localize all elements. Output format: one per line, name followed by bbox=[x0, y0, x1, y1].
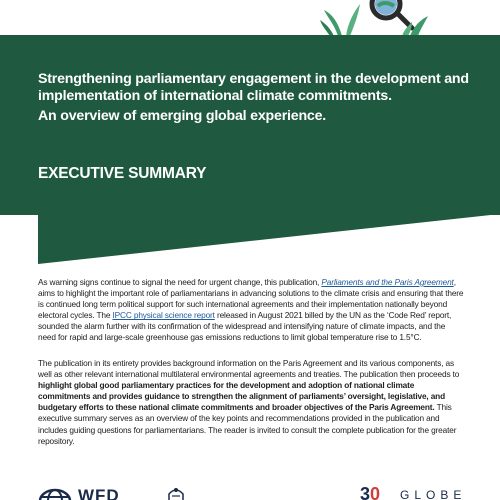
header-banner bbox=[0, 35, 500, 215]
banner-tail bbox=[38, 214, 500, 264]
paragraph-text: , aims to highlight the important role of parliamentarians in advancing solutions to the climate crisis and ensuring that there is continued long term political support for such international agreements and their implementation nationally beyond electoral cycles. The bbox=[38, 277, 464, 321]
wfd-logo-text: WFD bbox=[78, 486, 120, 500]
globe-logo-text: GLOBE bbox=[400, 488, 467, 500]
paragraph-text: The publication in its entirety provides background information on the Paris Agreement and its various components, as well as other relevant international multilateral environmental agreements and treaties. The publication then proceeds to bbox=[38, 358, 460, 380]
document-title: Strengthening parliamentary engagement in the development and implementation of international climate commitments. bbox=[38, 71, 469, 104]
document-subtitle: An overview of emerging global experience. bbox=[38, 108, 327, 124]
royal-crest-icon bbox=[165, 486, 187, 500]
anniversary-digit-0: 0 bbox=[370, 484, 381, 500]
paragraph-intro bbox=[38, 277, 464, 344]
paragraph-text: As warning signs continue to signal the need for urgent change, this publication, bbox=[38, 277, 322, 287]
section-heading: EXECUTIVE SUMMARY bbox=[38, 165, 207, 182]
anniversary-logo bbox=[360, 484, 380, 500]
ipu-globe-logo bbox=[38, 487, 72, 500]
paragraph-text: released in August 2021 billed by the UN as the ‘Code Red’ report, sounded the alarm further with its confirmation of the widespread and intensifying nature of climate impacts, and the need for rapid and large-scale greenhouse gas emissions reductions to limit global temperature rise to 1.5°C. bbox=[38, 310, 452, 343]
paragraph-text: This executive summary serves as an overview of the key points and recommendations provided in the publication and includes guiding questions for parliamentarians. The reader is invited to consult the complete publication for the greater repository. bbox=[38, 402, 457, 446]
footer-logos bbox=[0, 484, 500, 500]
paragraph-overview bbox=[38, 358, 464, 447]
plants-and-magnifier-illustration bbox=[320, 0, 430, 36]
ipcc-report-link[interactable]: IPCC physical science report bbox=[112, 310, 215, 321]
publication-link[interactable]: Parliaments and the Paris Agreement bbox=[321, 277, 454, 287]
anniversary-digit-3: 3 bbox=[360, 484, 371, 500]
paragraph-bold-text: highlight global good parliamentary practices for the development and adoption of national climate commitments and provides guidance to strengthen the alignment of parliaments’ oversight, legislative, and budgetary efforts to these national climate commitments and broader objectives of the Paris Agreement. bbox=[38, 380, 446, 413]
